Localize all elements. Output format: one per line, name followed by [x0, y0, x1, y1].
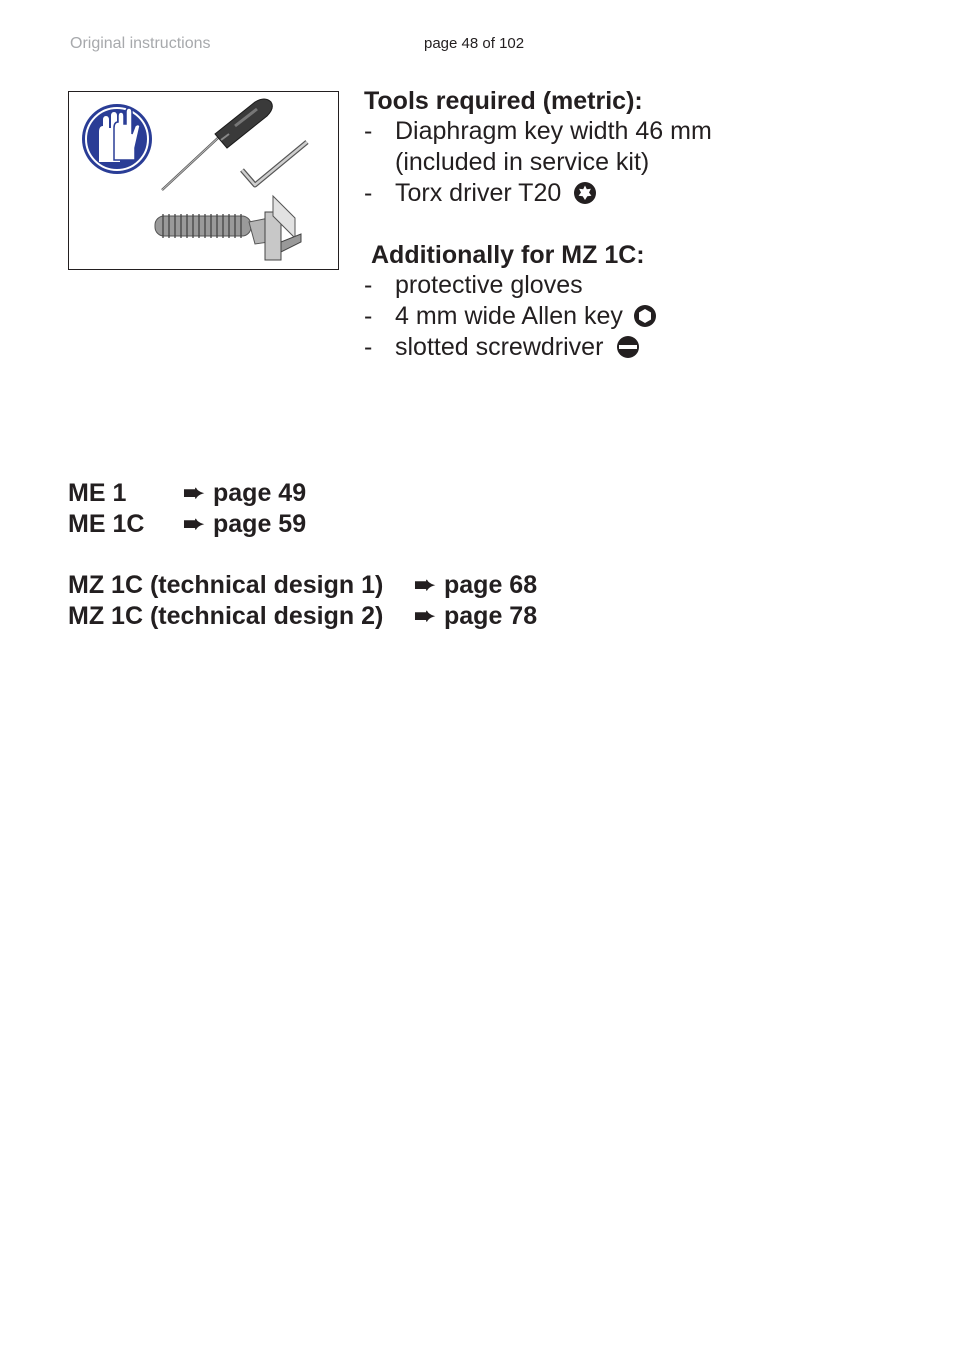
- additional-tools-heading: Additionally for MZ 1C:: [371, 241, 645, 269]
- reference-label: ME 1C: [68, 510, 145, 538]
- tools-required-heading: Tools required (metric):: [364, 87, 643, 115]
- list-dash: -: [364, 179, 373, 207]
- gloves-mandatory-icon: [82, 104, 152, 174]
- reference-page-link[interactable]: page 68: [444, 571, 538, 599]
- hex-symbol-icon: [633, 304, 657, 328]
- tool-item-text: 4 mm wide Allen key: [395, 302, 623, 330]
- tool-item-slotted-screwdriver: [364, 332, 924, 363]
- tools-illustration: [68, 91, 339, 270]
- reference-label: ME 1: [68, 479, 127, 507]
- header-document-type: Original instructions: [70, 35, 211, 52]
- diaphragm-key-icon: [155, 196, 301, 260]
- tool-item-text: slotted screwdriver: [395, 333, 604, 361]
- allen-key-icon: [242, 142, 307, 185]
- tool-item-torx-driver: [364, 178, 924, 209]
- tool-item-note: (included in service kit): [395, 148, 650, 176]
- list-dash: -: [364, 117, 373, 145]
- tool-item-allen-key: [364, 301, 924, 332]
- arrow-right-icon: ➨: [183, 479, 204, 507]
- arrow-right-icon: ➨: [183, 510, 204, 538]
- reference-label: MZ 1C (technical design 1): [68, 571, 384, 599]
- list-dash: -: [364, 333, 373, 361]
- reference-page-link[interactable]: page 49: [213, 479, 307, 507]
- header-page-number: page 48 of 102: [424, 35, 525, 52]
- reference-page-link[interactable]: page 59: [213, 510, 307, 538]
- tool-item-diaphragm-key: [364, 116, 924, 178]
- list-dash: -: [364, 302, 373, 330]
- arrow-right-icon: ➨: [414, 602, 435, 630]
- reference-label: MZ 1C (technical design 2): [68, 602, 384, 630]
- tool-item-protective-gloves: [364, 270, 924, 301]
- torx-symbol-icon: [573, 181, 597, 205]
- tool-item-text: Torx driver T20: [395, 179, 562, 207]
- tool-item-text: protective gloves: [395, 271, 583, 299]
- torx-screwdriver-icon: [162, 99, 272, 190]
- slot-symbol-icon: [616, 335, 640, 359]
- list-dash: -: [364, 271, 373, 299]
- arrow-right-icon: ➨: [414, 571, 435, 599]
- tools-section: [364, 86, 924, 363]
- reference-page-link[interactable]: page 78: [444, 602, 538, 630]
- tool-item-text: Diaphragm key width 46 mm: [395, 117, 712, 145]
